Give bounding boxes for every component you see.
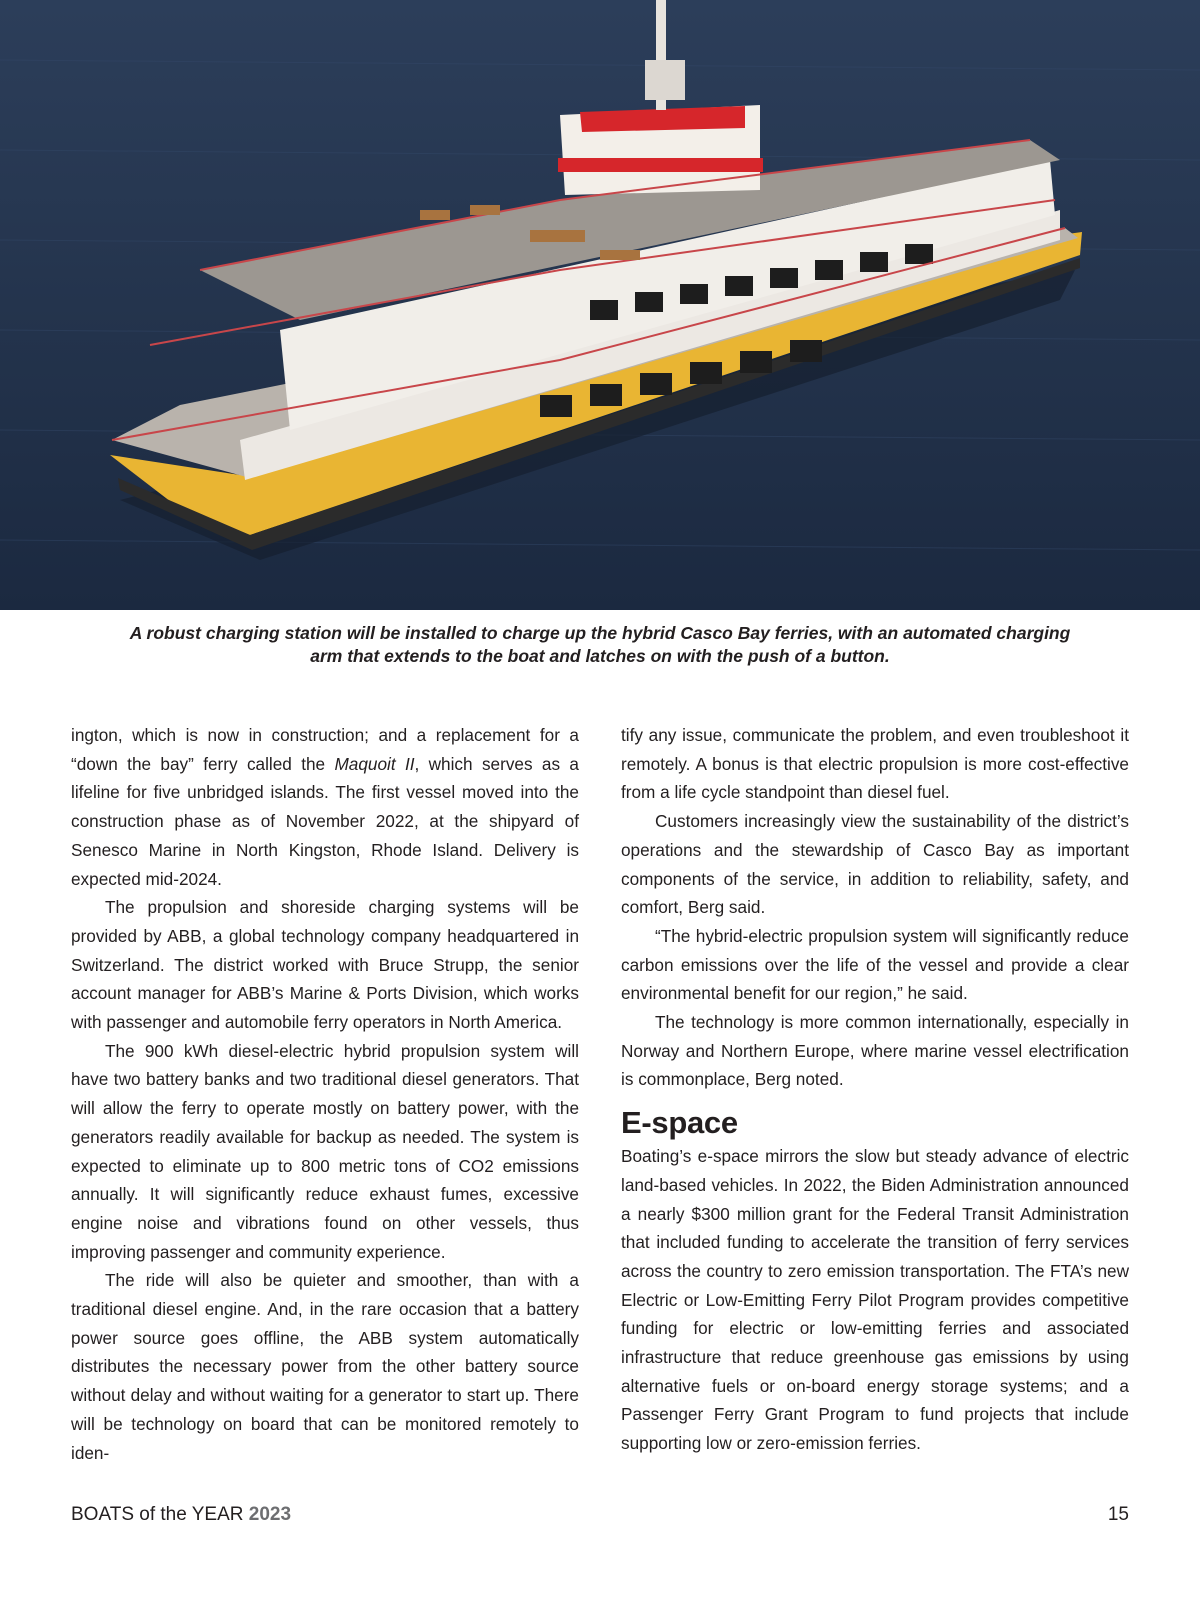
vessel-name: Maquoit II — [334, 753, 415, 774]
photo-caption — [120, 622, 1080, 668]
mast-platform — [645, 60, 685, 100]
paragraph: The technology is more common internationally, especially in Norway and Northern Europe, where marine vessel electrification is commonplace, Berg noted. — [621, 1012, 1129, 1090]
paragraph-text: , which serves as a lifeline for five unbridged islands. The first vessel moved into the construction phase as of November 2022, at the shipyard of Senesco Marine in North Kingston, Rhode Island. Delivery is expected mid-2024. — [71, 753, 579, 889]
paragraph: “The hybrid-electric propulsion system will significantly reduce carbon emissions over the life of the vessel and provide a clear environmental benefit for our region,” he said. — [621, 925, 1129, 1004]
article-column-right — [621, 721, 1129, 1458]
paragraph: The propulsion and shoreside charging systems will be provided by ABB, a global technology company headquartered in Switzerland. The district worked with Bruce Strupp, the senior account manager for ABB’s Marine & Ports Division, which works with passenger and automobile ferry operators in North America. — [71, 897, 579, 1033]
page-number: 15 — [1107, 1504, 1129, 1525]
section-heading: E-space — [621, 1105, 738, 1141]
paragraph: The ride will also be quieter and smoother, than with a traditional diesel engine. And, in the rare occasion that a battery power source goes offline, the ABB system automatically distributes the necessary power from the other battery source without delay and without waiting for a generator to start up. There will be technology on board that can be monitored remotely to iden- — [71, 1270, 579, 1463]
paragraph: Customers increasingly view the sustainability of the district’s operations and the stewardship of Casco Bay as important components of the service, in addition to reliability, safety, and comfort, Berg said. — [621, 811, 1129, 918]
paragraph: tify any issue, communicate the problem, and even troubleshoot it remotely. A bonus is that electric propulsion is more cost-effective from a life cycle standpoint than diesel fuel. — [621, 725, 1129, 803]
wheelhouse-red-band — [558, 158, 763, 172]
ferry-illustration — [0, 0, 1200, 610]
article-column-left — [71, 721, 579, 1467]
footer-publication — [71, 1504, 291, 1526]
publication-year: 2023 — [248, 1504, 292, 1525]
paragraph — [71, 721, 579, 893]
ferry-photo — [0, 0, 1200, 610]
paragraph: The 900 kWh diesel-electric hybrid propulsion system will have two battery banks and two traditional diesel generators. That will allow the ferry to operate mostly on battery power, with the generators readily available for backup as needed. The system is expected to eliminate up to 800 metric tons of CO2 emissions annually. It will significantly reduce exhaust fumes, excessive engine noise and vibrations found on other vessels, thus improving passenger and community experience. — [71, 1040, 579, 1262]
paragraph: Boating’s e-space mirrors the slow but steady advance of electric land-based vehicles. In 2022, the Biden Administration announced a nearly $300 million grant for the Federal Transit Administration that included funding to accelerate the transition of ferry services across the country to zero emission transportation. The FTA’s new Electric or Low-Emitting Ferry Pilot Program provides competitive funding for electric or low-emitting ferries and associated infrastructure that reduce greenhouse gas emissions by using alternative fuels or on-board energy storage systems; and a Passenger Ferry Grant Program to fund projects that include supporting low or zero-emission ferries. — [621, 1146, 1129, 1454]
caption-line: A robust charging station will be installed to charge up the hybrid Casco Bay ferries, with an automated charging — [129, 623, 1071, 643]
caption-line: arm that extends to the boat and latches on with the push of a button. — [310, 646, 890, 666]
publication-title: BOATS of the YEAR — [71, 1504, 244, 1525]
paragraph-text: ington, which is now in construction; and a replacement for a “down the bay” ferry called the — [71, 725, 579, 774]
